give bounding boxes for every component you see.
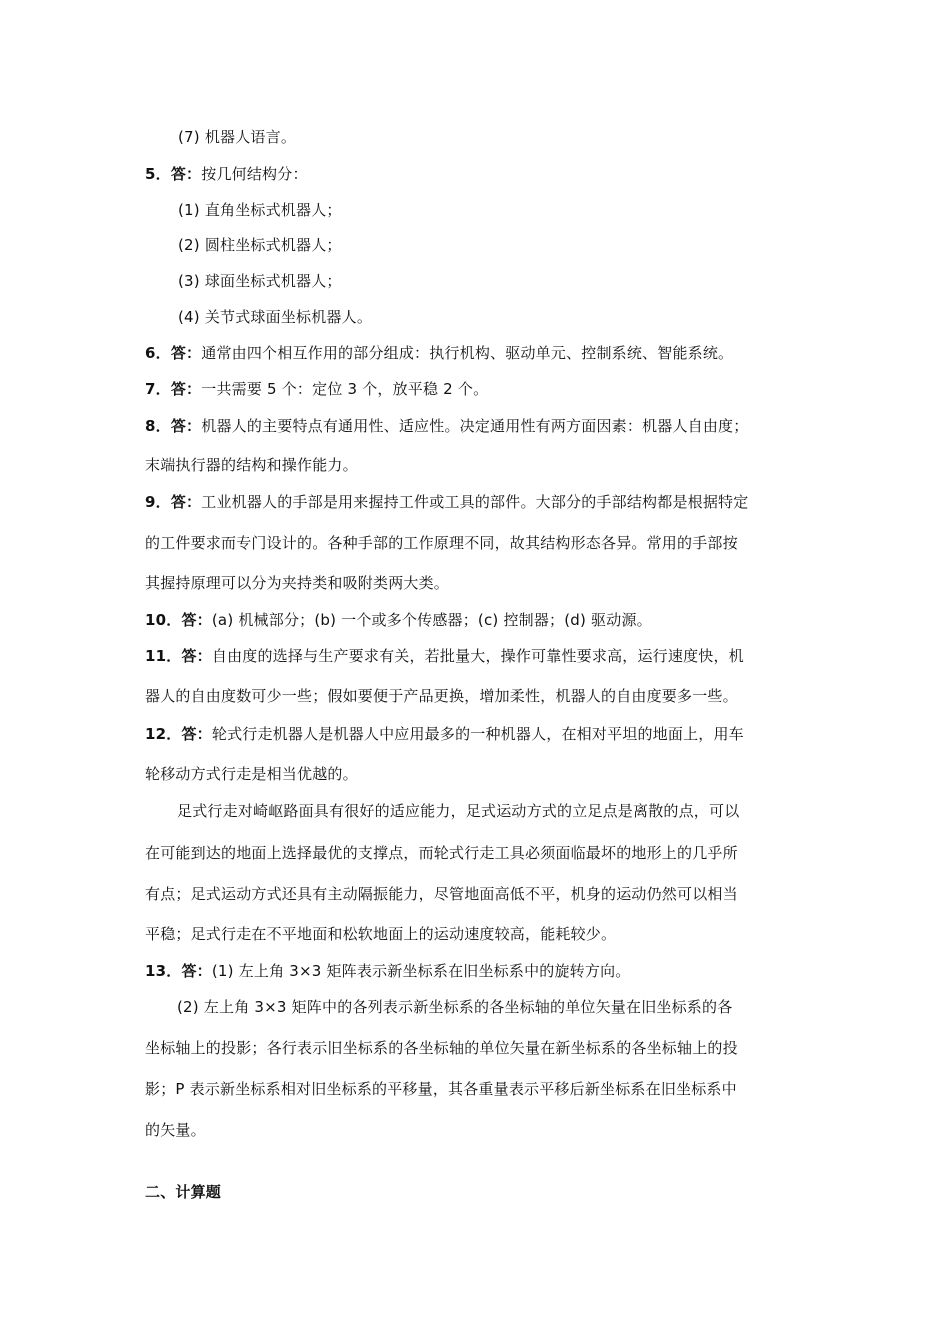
line-text: 通常由四个相互作用的部分组成：执行机构、驱动单元、控制系统、智能系统。: [201, 344, 734, 362]
answer-line: [145, 610, 810, 630]
section-heading: 二、计算题: [145, 1183, 222, 1201]
line-text: 器人的自由度数可少一些；假如要便于产品更换，增加柔性，机器人的自由度要多一些。: [145, 687, 738, 705]
continuation-line: [145, 1120, 810, 1140]
answer-line: [145, 492, 810, 512]
answer-line: [145, 724, 810, 744]
answer-number: 7．答：: [145, 380, 202, 398]
line-text: 其握持原理可以分为夹持类和吸附类两大类。: [145, 574, 450, 592]
line-text: 在可能到达的地面上选择最优的支撑点，而轮式行走工具必须面临最坏的地形上的几乎所: [145, 844, 738, 862]
list-item: [178, 271, 843, 291]
answer-line: [145, 164, 810, 184]
answer-number: 10．答：: [145, 611, 212, 629]
answer-line: [145, 379, 810, 399]
answer-line: [145, 646, 810, 666]
line-text: 轮移动方式行走是相当优越的。: [145, 765, 358, 783]
line-text: 末端执行器的结构和操作能力。: [145, 456, 358, 474]
answer-number: 13．答：: [145, 962, 212, 980]
line-text: 的矢量。: [145, 1121, 206, 1139]
answer-number: 6．答：: [145, 344, 202, 362]
continuation-line: [145, 764, 810, 784]
continuation-line: [145, 455, 810, 475]
answer-number: 11．答：: [145, 647, 212, 665]
line-text: (1) 左上角 3×3 矩阵表示新坐标系在旧坐标系中的旋转方向。: [211, 962, 631, 980]
list-item: [178, 127, 843, 147]
line-text: 轮式行走机器人是机器人中应用最多的一种机器人，在相对平坦的地面上，用车: [211, 725, 744, 743]
line-text: 自由度的选择与生产要求有关，若批量大，操作可靠性要求高，运行速度快，机: [211, 647, 744, 665]
line-text: 影；P 表示新坐标系相对旧坐标系的平移量，其各重量表示平移后新坐标系在旧坐标系中: [145, 1080, 737, 1098]
answer-line: [145, 416, 810, 436]
line-text: (4) 关节式球面坐标机器人。: [178, 308, 373, 326]
answer-number: 5．答：: [145, 165, 202, 183]
line-text: 一共需要 5 个：定位 3 个，放平稳 2 个。: [201, 380, 489, 398]
line-text: (a) 机械部分；(b) 一个或多个传感器；(c) 控制器；(d) 驱动源。: [211, 611, 652, 629]
continuation-line: [145, 884, 810, 904]
list-item: [178, 235, 843, 255]
continuation-line: [145, 686, 810, 706]
answer-number: 9．答：: [145, 493, 202, 511]
line-text: (1) 直角坐标式机器人；: [178, 201, 342, 219]
continuation-line: [145, 533, 810, 553]
continuation-line: [145, 1079, 810, 1099]
continuation-line: [145, 1038, 810, 1058]
line-text: 工业机器人的手部是用来握持工件或工具的部件。大部分的手部结构都是根据特定: [201, 493, 749, 511]
line-text: 坐标轴上的投影；各行表示旧坐标系的各坐标轴的单位矢量在新坐标系的各坐标轴上的投: [145, 1039, 738, 1057]
answer-line: [145, 961, 810, 981]
line-text: (7) 机器人语言。: [178, 128, 297, 146]
line-text: 机器人的主要特点有通用性、适应性。决定通用性有两方面因素：机器人自由度；: [201, 417, 749, 435]
line-text: 平稳；足式行走在不平地面和松软地面上的运动速度较高，能耗较少。: [145, 925, 617, 943]
line-text: 按几何结构分：: [201, 165, 308, 183]
line-text: 的工件要求而专门设计的。各种手部的工作原理不同，故其结构形态各异。常用的手部按: [145, 534, 738, 552]
continuation-line: [145, 843, 810, 863]
continuation-line: [145, 573, 810, 593]
line-text: 有点；足式运动方式还具有主动隔振能力，尽管地面高低不平，机身的运动仍然可以相当: [145, 885, 738, 903]
line-text: (2) 左上角 3×3 矩阵中的各列表示新坐标系的各坐标轴的单位矢量在旧坐标系的各: [177, 998, 733, 1016]
list-item: [178, 307, 843, 327]
continuation-line: [145, 924, 810, 944]
line-text: (3) 球面坐标式机器人；: [178, 272, 342, 290]
line-text: 足式行走对崎岖路面具有很好的适应能力，足式运动方式的立足点是离散的点，可以: [177, 802, 740, 820]
line-text: (2) 圆柱坐标式机器人；: [178, 236, 342, 254]
answer-line: [145, 343, 810, 363]
answer-number: 12．答：: [145, 725, 212, 743]
paragraph-first-line: [177, 801, 842, 821]
paragraph-first-line: [177, 997, 842, 1017]
answer-number: 8．答：: [145, 417, 202, 435]
list-item: [178, 200, 843, 220]
